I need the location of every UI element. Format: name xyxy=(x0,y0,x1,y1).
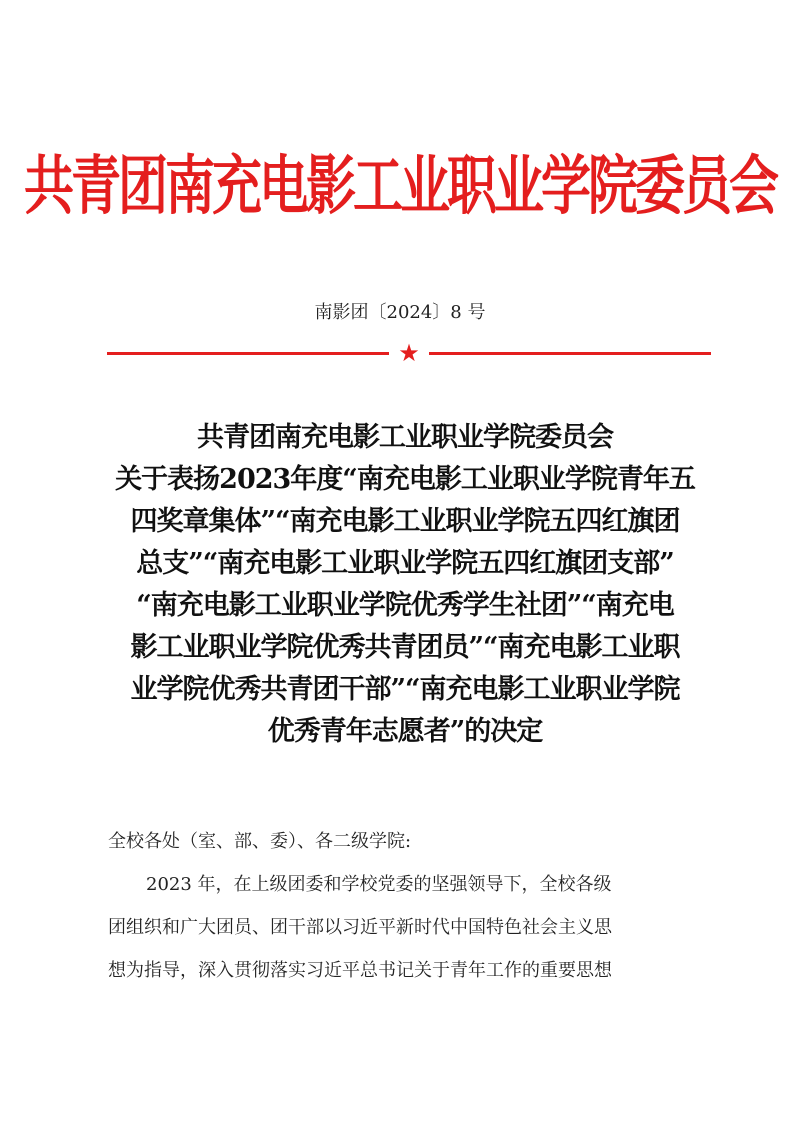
title-line: 关于表扬2023年度“南充电影工业职业学院青年五 xyxy=(115,464,695,495)
body-line: 团组织和广大团员、团干部以习近平新时代中国特色社会主义思 xyxy=(108,917,612,938)
title-line: 影工业职业学院优秀共青团员”“南充电影工业职 xyxy=(130,632,680,663)
red-separator xyxy=(107,341,711,365)
separator-line-right xyxy=(429,352,711,355)
document-body xyxy=(108,820,708,992)
document-title xyxy=(100,417,710,753)
document-number: 南影团〔2024〕8 号 xyxy=(314,302,486,323)
title-line: 业学院优秀共青团干部”“南充电影工业职业学院 xyxy=(130,674,680,705)
star-icon: ★ xyxy=(398,339,420,367)
title-line: “南充电影工业职业学院优秀学生社团”“南充电 xyxy=(136,590,674,621)
organization-header: 共青团南充电影工业职业学院委员会 xyxy=(24,148,776,224)
title-line: 总支”“南充电影工业职业学院五四红旗团支部” xyxy=(136,548,674,579)
body-line: 2023 年，在上级团委和学校党委的坚强领导下，全校各级 xyxy=(146,874,612,895)
title-line: 四奖章集体”“南充电影工业职业学院五四红旗团 xyxy=(130,506,680,537)
title-line: 共青团南充电影工业职业学院委员会 xyxy=(197,422,613,453)
salutation: 全校各处（室、部、委）、各二级学院: xyxy=(108,831,412,852)
title-line: 优秀青年志愿者”的决定 xyxy=(267,716,543,747)
body-line: 想为指导，深入贯彻落实习近平总书记关于青年工作的重要思想 xyxy=(108,960,612,981)
separator-line-left xyxy=(107,352,389,355)
